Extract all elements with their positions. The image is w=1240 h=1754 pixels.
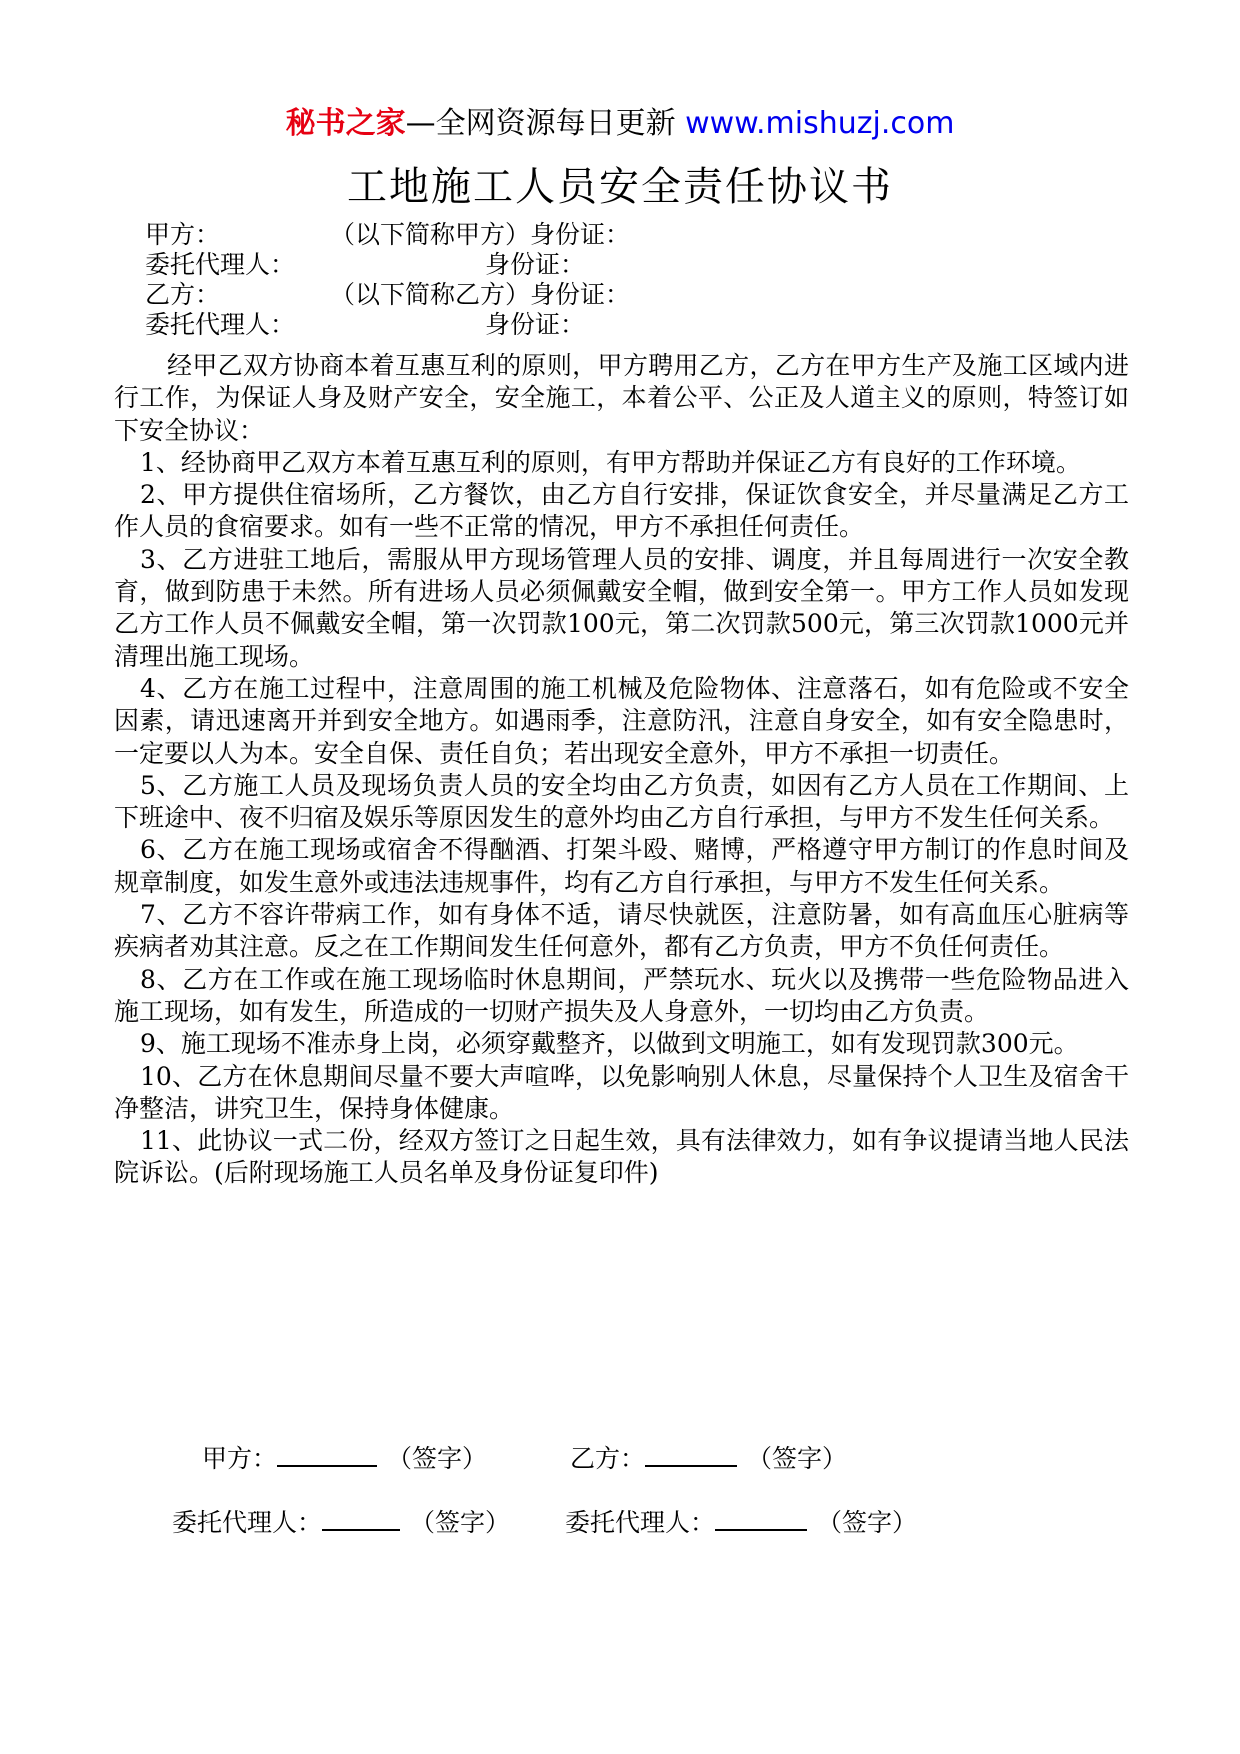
party-row <box>145 250 945 280</box>
party-row <box>145 310 945 340</box>
sign-note-a: （签字） <box>387 1444 488 1473</box>
party-row <box>145 220 945 250</box>
agreement-body <box>114 350 1129 1190</box>
signature-party-b-label: 乙方： <box>570 1444 646 1473</box>
banner-brand: 秘书之家 <box>285 106 406 141</box>
clause-6: 6、乙方在施工现场或宿舍不得酗酒、打架斗殴、赌博，严格遵守甲方制订的作息时间及规章制度，如发生意外或违法违规事件，均有乙方自行承担，与甲方不发生任何关系。 <box>114 835 1129 897</box>
agent-a-note: 身份证： <box>485 250 586 279</box>
party-a-note: （以下简称甲方）身份证： <box>330 220 631 249</box>
clause-7: 7、乙方不容许带病工作，如有身体不适，请尽快就医，注意防暑，如有高血压心脏病等疾病者劝其注意。反之在工作期间发生任何意外，都有乙方负责，甲方不负任何责任。 <box>114 900 1129 962</box>
signature-line-party-a[interactable] <box>277 1443 377 1467</box>
clause-5: 5、乙方施工人员及现场负责人员的安全均由乙方负责，如因有乙方人员在工作期间、上下班途中、夜不归宿及娱乐等原因发生的意外均由乙方自行承担，与甲方不发生任何关系。 <box>114 770 1129 833</box>
banner-url-link[interactable]: www.mishuzj.com <box>685 106 955 141</box>
signature-line-agent-b[interactable] <box>715 1507 807 1531</box>
clause-10: 10、乙方在休息期间尽量不要大声喧哗，以免影响别人休息，尽量保持个人卫生及宿舍干净整洁，讲究卫生，保持身体健康。 <box>114 1061 1129 1123</box>
site-banner <box>0 104 1240 144</box>
party-row <box>145 280 945 310</box>
agent-b-note: 身份证： <box>485 310 586 339</box>
signature-line-party-b[interactable] <box>645 1443 737 1467</box>
signature-agent-a-label: 委托代理人： <box>172 1508 323 1537</box>
signature-agent-b-label: 委托代理人： <box>565 1508 716 1537</box>
clause-8: 8、乙方在工作或在施工现场临时休息期间，严禁玩水、玩火以及携带一些危险物品进入施工现场，如有发生，所造成的一切财产损失及人身意外，一切均由乙方负责。 <box>114 964 1129 1026</box>
sign-note-d: （签字） <box>817 1508 918 1537</box>
clause-11: 11、此协议一式二份，经双方签订之日起生效，具有法律效力，如有争议提请当地人民法院诉讼。(后附现场施工人员名单及身份证复印件) <box>114 1126 1129 1188</box>
sign-note-c: （签字） <box>410 1508 511 1537</box>
clause-3: 3、乙方进驻工地后，需服从甲方现场管理人员的安排、调度，并且每周进行一次安全教育，做到防患于未然。所有进场人员必须佩戴安全帽，做到安全第一。甲方工作人员如发现乙方工作人员不佩戴安全帽，第一次罚款100元，第二次罚款500元，第三次罚款1000元并清理出施工现场。 <box>114 544 1129 671</box>
signature-line-agent-a[interactable] <box>322 1507 400 1531</box>
party-b-signature <box>570 1442 847 1476</box>
agent-a-signature <box>172 1506 510 1540</box>
clause-9: 9、施工现场不准赤身上岗，必须穿戴整齐，以做到文明施工，如有发现罚款300元。 <box>140 1029 1079 1059</box>
document-title: 工地施工人员安全责任协议书 <box>347 164 893 210</box>
party-b-note: （以下简称乙方）身份证： <box>330 280 631 309</box>
clause-2: 2、甲方提供住宿场所，乙方餐饮，由乙方自行安排，保证饮食安全，并尽量满足乙方工作人员的食宿要求。如有一些不正常的情况，甲方不承担任何责任。 <box>114 480 1129 542</box>
agent-b-label: 委托代理人： <box>145 310 296 339</box>
banner-slogan: —全网资源每日更新 <box>405 106 676 141</box>
signature-party-a-label: 甲方： <box>202 1444 278 1473</box>
parties-block <box>145 220 945 340</box>
party-a-label: 甲方： <box>145 220 221 249</box>
party-b-label: 乙方： <box>145 280 221 309</box>
clause-1: 1、经协商甲乙双方本着互惠互利的原则，有甲方帮助并保证乙方有良好的工作环境。 <box>140 447 1081 477</box>
sign-note-b: （签字） <box>747 1444 848 1473</box>
party-a-signature <box>202 1442 487 1476</box>
intro-paragraph: 经甲乙双方协商本着互惠互利的原则，甲方聘用乙方，乙方在甲方生产及施工区域内进行工作，为保证人身及财产安全，安全施工，本着公平、公正及人道主义的原则，特签订如下安全协议： <box>114 351 1129 445</box>
agent-a-label: 委托代理人： <box>145 250 296 279</box>
clause-4: 4、乙方在施工过程中，注意周围的施工机械及危险物体、注意落石，如有危险或不安全因素，请迅速离开并到安全地方。如遇雨季，注意防汛，注意自身安全，如有安全隐患时，一定要以人为本。安全自保、责任自负；若出现安全意外，甲方不承担一切责任。 <box>114 673 1129 768</box>
agent-b-signature <box>565 1506 917 1540</box>
